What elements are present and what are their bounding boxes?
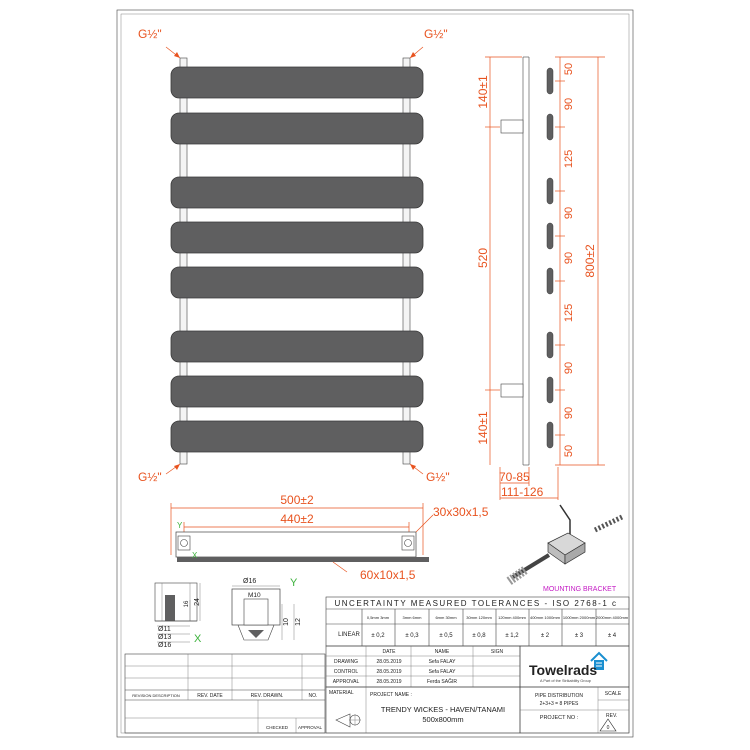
tolerance-row-label: LINEAR xyxy=(338,632,360,638)
row-date: 28.05.2019 xyxy=(376,679,402,685)
dim-wall-a: 70-85 xyxy=(499,470,530,484)
dim-centres: 520 xyxy=(476,247,490,269)
towel-bar xyxy=(171,177,423,208)
arrow-head xyxy=(410,52,416,58)
project-name: TRENDY WICKES - HAVEN/TANAMI xyxy=(380,705,506,714)
pipe-distribution-detail: 2+3+3 = 8 PIPES xyxy=(539,701,579,707)
side-view xyxy=(476,57,605,500)
towel-bar xyxy=(171,421,423,452)
dim-wall-b: 111-126 xyxy=(501,485,544,499)
spacing-label: 50 xyxy=(563,62,575,76)
dim-bottom-gap: 140±1 xyxy=(476,411,490,445)
spacing-label: 50 xyxy=(563,444,575,458)
dim-section: 30x30x1,5 xyxy=(433,505,489,519)
arrow-head xyxy=(410,464,416,470)
row-name: Sefa FALAY xyxy=(428,659,456,665)
mounting-bracket-illustration xyxy=(508,505,622,593)
bar-section xyxy=(547,332,553,358)
wall-bracket xyxy=(501,384,523,397)
spacing-label: 90 xyxy=(563,97,575,111)
arrow-head xyxy=(174,464,180,470)
dim-overall-width: 500±2 xyxy=(280,493,314,507)
rev-label: REV. xyxy=(606,713,618,719)
spacing-label: 90 xyxy=(563,206,575,220)
revision-header: REV. DRAWN. xyxy=(250,693,284,699)
spacing-label: 125 xyxy=(563,303,575,323)
bar-section xyxy=(547,422,553,448)
detail-b-h1: 10 xyxy=(283,618,290,626)
detail-b-h2: 12 xyxy=(295,618,302,626)
detail-a-d3: Ø16 xyxy=(158,642,172,649)
detail-b-thread: M10 xyxy=(248,592,261,599)
row-label: APPROVAL xyxy=(332,679,360,685)
dim-centres-width: 440±2 xyxy=(280,512,314,526)
tolerance-value: ± 3 xyxy=(574,633,584,639)
tolerance-value: ± 0,8 xyxy=(472,633,486,639)
dim-top-gap: 140±1 xyxy=(476,75,490,109)
bar-section xyxy=(547,268,553,294)
row-name: Sefa FALAY xyxy=(428,669,456,675)
detail-b xyxy=(232,577,302,640)
towel-bar xyxy=(171,267,423,298)
tolerance-value: ± 0,2 xyxy=(371,633,385,639)
revision-header: REVISION DESCRIPTION xyxy=(132,693,180,698)
axis-x-label: X xyxy=(192,551,198,560)
tolerance-range: 400mm 1000mm xyxy=(529,615,561,620)
detail-a xyxy=(155,583,202,649)
spacing-label: 125 xyxy=(563,149,575,169)
col-header-date: DATE xyxy=(382,649,396,655)
row-name: Ferda SAĞIR xyxy=(426,679,458,685)
detail-a-h2: 16 xyxy=(184,600,190,608)
arrow-head xyxy=(174,52,180,58)
axis-y-label: Y xyxy=(177,521,183,530)
row-date: 28.05.2019 xyxy=(376,659,402,665)
detail-b-axis: Y xyxy=(290,577,298,589)
tolerance-value: ± 0,3 xyxy=(405,633,419,639)
detail-a-h1: 24 xyxy=(194,598,201,606)
pipe-label-bottom-left: G½" xyxy=(138,470,162,484)
tolerance-range: 120mm 400mm xyxy=(498,615,526,620)
revision-header: REV. DATE xyxy=(197,693,223,699)
valve-icon xyxy=(336,714,361,727)
spacing-label: 90 xyxy=(563,406,575,420)
towel-bar xyxy=(171,113,423,144)
detail-a-d2: Ø13 xyxy=(158,634,172,641)
material-label: MATERIAL xyxy=(329,690,354,696)
detail-b-d: Ø16 xyxy=(243,578,257,585)
towel-bar xyxy=(171,331,423,362)
brand-subtitle: A Part of the Strikability Group xyxy=(540,679,591,683)
rev-value: 0 xyxy=(606,725,610,731)
bar-section xyxy=(547,114,553,140)
spacing-label: 90 xyxy=(563,251,575,265)
tolerance-value: ± 2 xyxy=(540,633,550,639)
row-label: DRAWING xyxy=(334,659,358,665)
towel-bar xyxy=(171,376,423,407)
revision-header: NO. xyxy=(308,693,318,699)
tolerance-range: 6mm 30mm xyxy=(435,615,457,620)
tolerance-title: UNCERTAINTY MEASURED TOLERANCES - ISO 2768-1 c xyxy=(334,599,618,608)
spacing-label: 90 xyxy=(563,361,575,375)
wall-bracket xyxy=(501,120,523,133)
bottom-frame xyxy=(176,532,416,557)
bar-section xyxy=(547,377,553,403)
tolerance-range: 1000mm 2000mm xyxy=(562,615,596,620)
pipe-distribution-label: PIPE DISTRIBUTION xyxy=(534,693,584,699)
row-date: 28.05.2019 xyxy=(376,669,402,675)
front-view xyxy=(138,27,450,484)
project-size: 500x800mm xyxy=(422,715,464,724)
checked-label: CHECKED xyxy=(265,725,289,730)
tolerance-table xyxy=(326,597,629,646)
pipe-label-top-right: G½" xyxy=(424,27,448,41)
project-no-label: PROJECT NO : xyxy=(539,715,579,721)
col-header-name: NAME xyxy=(434,649,450,655)
mounting-bracket-label: MOUNTING BRACKET xyxy=(543,586,617,593)
dim-bar: 60x10x1,5 xyxy=(360,568,416,582)
tolerance-range: 0,5mm 3mm xyxy=(366,615,390,620)
bottom-bar xyxy=(177,557,429,562)
bar-section xyxy=(547,178,553,204)
col-header-sign: SIGN xyxy=(490,649,504,655)
project-name-label: PROJECT NAME : xyxy=(370,692,412,698)
pipe-label-bottom-right: G½" xyxy=(426,470,450,484)
tolerance-range: 30mm 120mm xyxy=(466,615,492,620)
scale-label: SCALE xyxy=(604,691,622,697)
towel-bar xyxy=(171,222,423,253)
tolerance-range: 2000mm 4000mm xyxy=(595,615,629,620)
tolerance-value: ± 1,2 xyxy=(505,633,519,639)
towel-bar xyxy=(171,67,423,98)
tolerance-value: ± 0,5 xyxy=(439,633,453,639)
pipe-label-top-left: G½" xyxy=(138,27,162,41)
row-label: CONTROL xyxy=(333,669,359,675)
title-block xyxy=(125,646,629,733)
tolerance-range: 3mm 6mm xyxy=(402,615,422,620)
brand-name: Towelrads xyxy=(529,662,598,678)
detail-a-axis: X xyxy=(194,633,202,645)
bar-section xyxy=(547,223,553,249)
dim-total-height: 800±2 xyxy=(583,244,597,278)
bottom-view xyxy=(171,493,489,582)
tolerance-value: ± 4 xyxy=(607,633,617,639)
bar-section xyxy=(547,68,553,94)
detail-a-d1: Ø11 xyxy=(158,626,171,633)
approval-label: APPROVAL xyxy=(298,725,322,730)
